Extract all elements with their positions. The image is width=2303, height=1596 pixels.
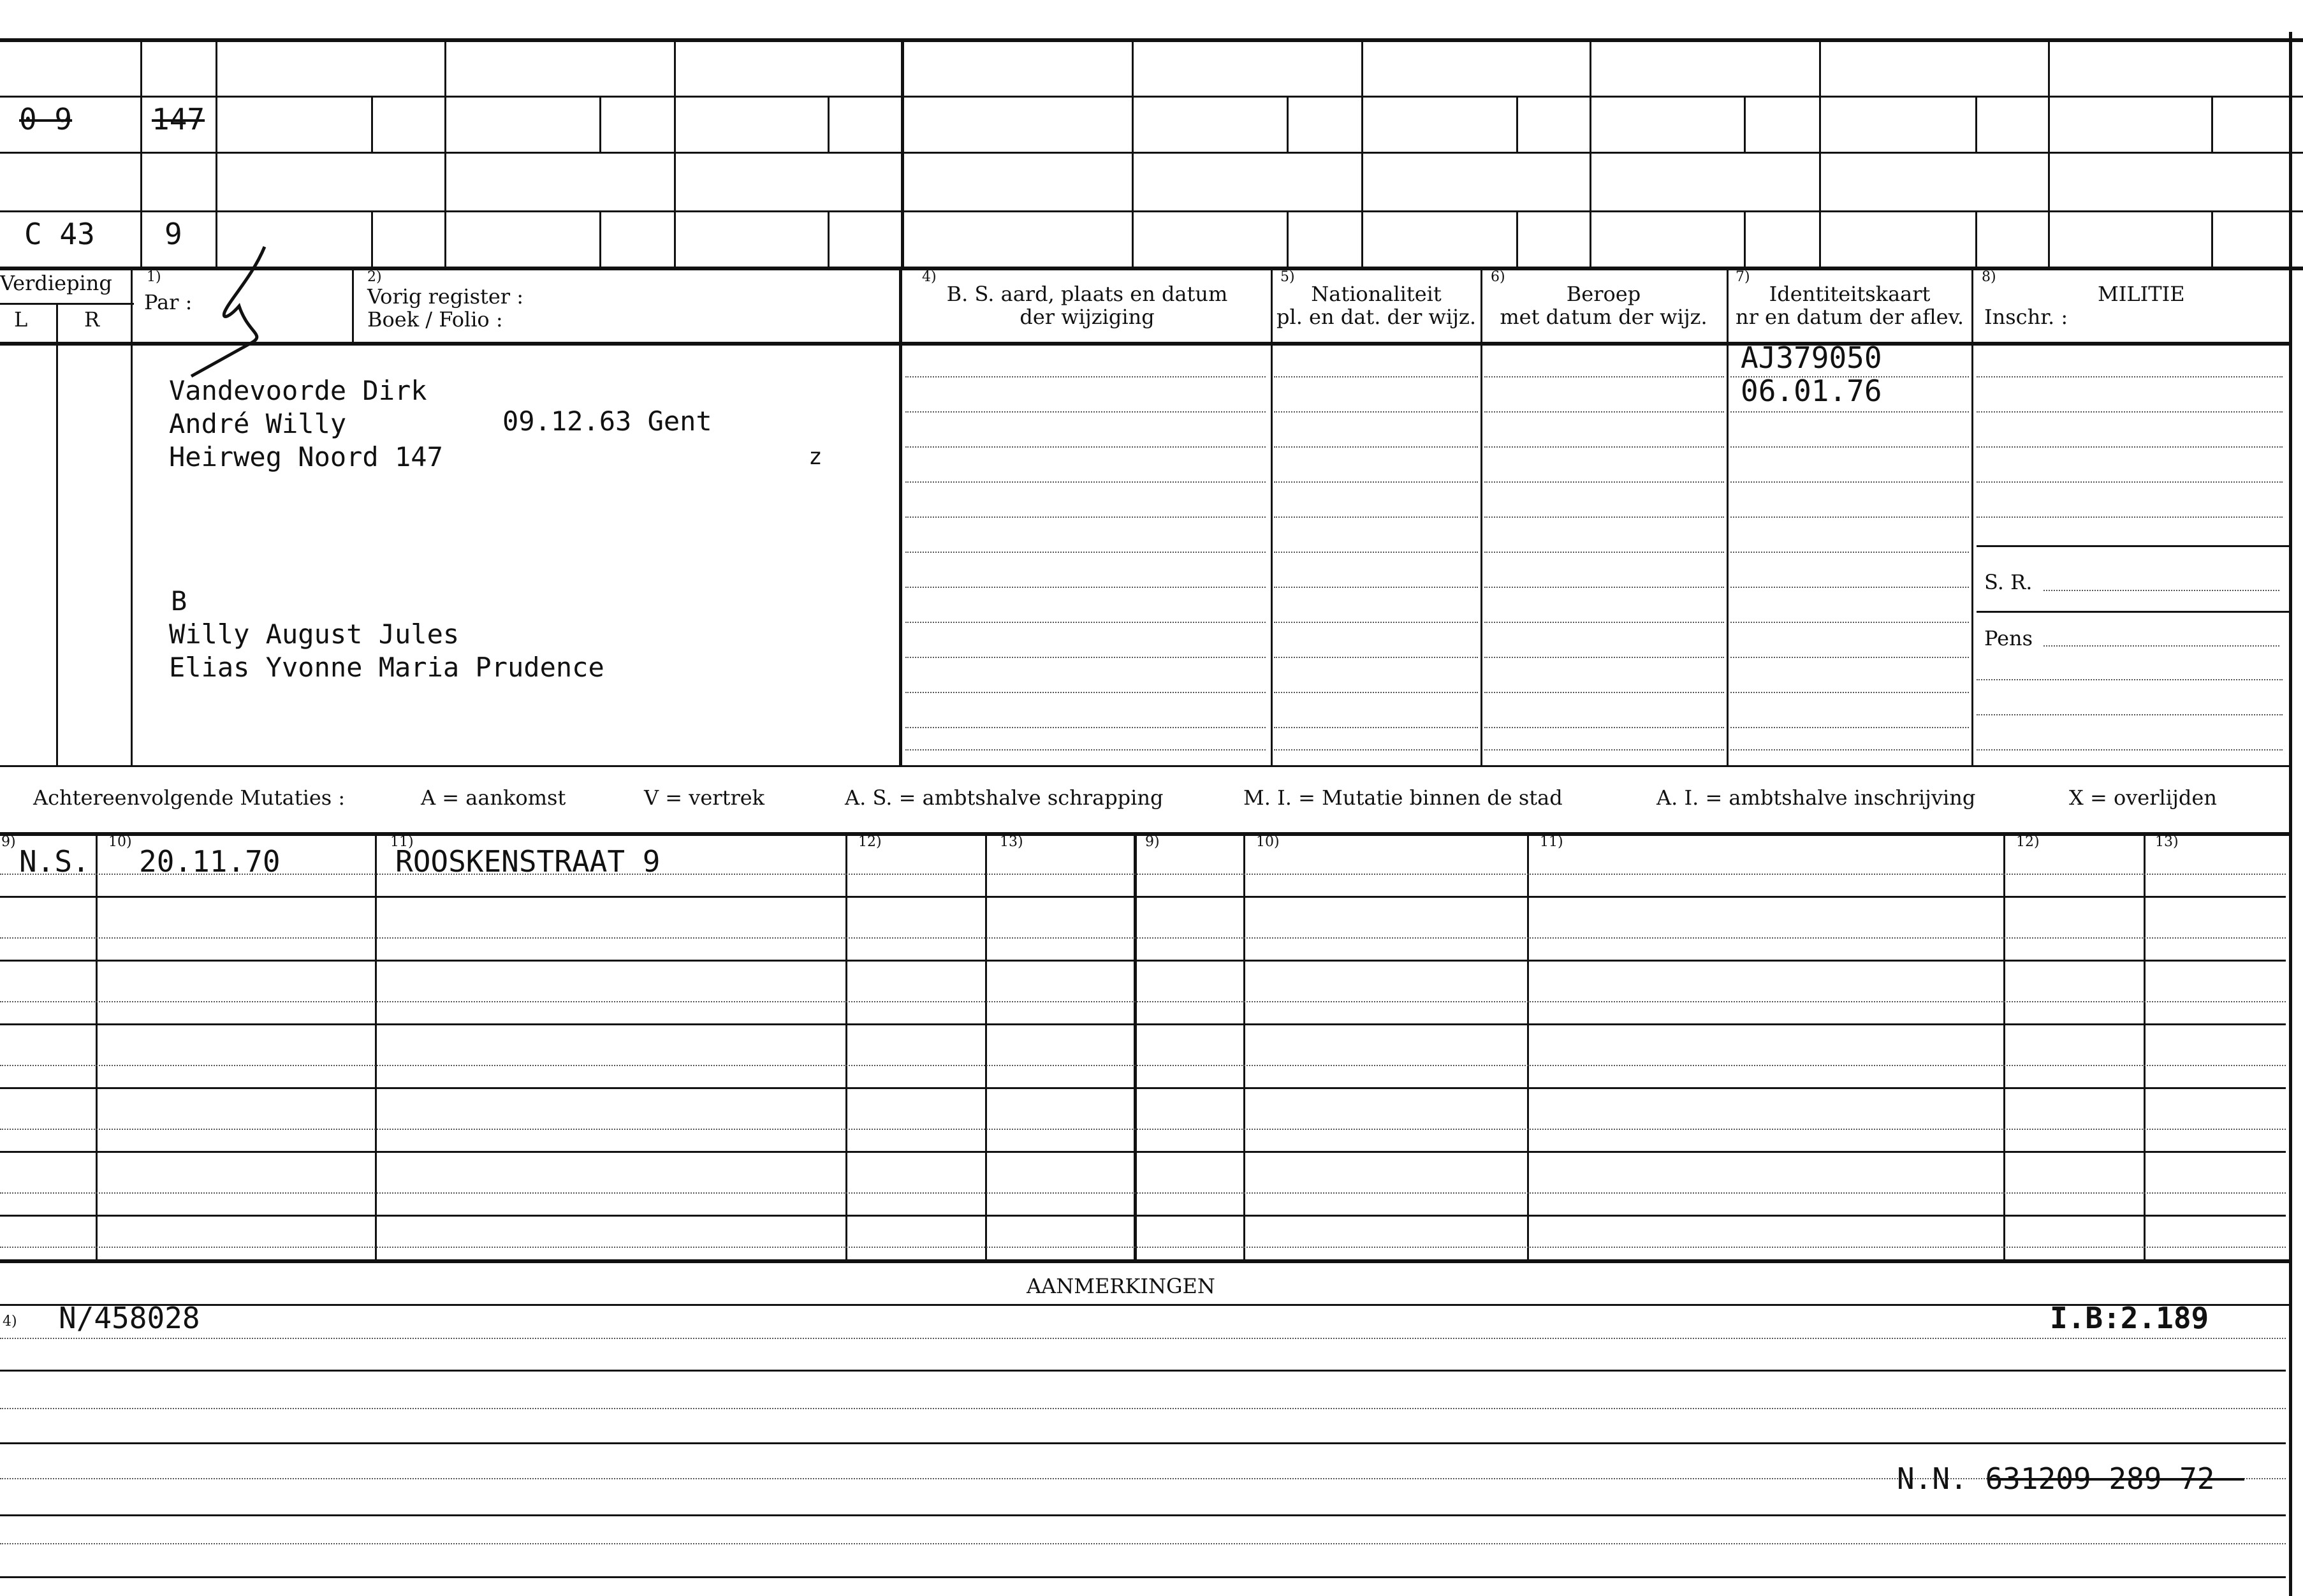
parents-code: B [171, 585, 187, 617]
legend-aankomst: A = aankomst [421, 786, 566, 810]
legend-title: Achtereenvolgende Mutaties : [33, 786, 346, 810]
mutation-col-9-right: 9) [1145, 834, 1160, 850]
top-row3-col1: C 43 [24, 217, 95, 251]
beroep-header-line2: met datum der wijz. [1500, 305, 1707, 329]
person-sex-mark: z [808, 444, 822, 470]
remarks-ib-code: I.B:2.189 [2050, 1301, 2209, 1335]
field-number-1: 1) [147, 269, 161, 285]
mutation-date: 20.11.70 [139, 844, 281, 879]
mutation-col-11-left: 11) [390, 834, 414, 850]
legend-ambtshalve-inschrijving: A. I. = ambtshalve inschrijving [1656, 786, 1976, 810]
person-birth-date-place: 09.12.63 Gent [502, 406, 712, 437]
father-name: Willy August Jules [169, 619, 460, 650]
remarks-title: AANMERKINGEN [1027, 1274, 1215, 1298]
beroep-header-line1: Beroep [1566, 282, 1641, 306]
remarks-reference: N/458028 [59, 1301, 200, 1335]
id-card-number: AJ379050 [1741, 340, 1882, 375]
remarks-field-number-4: 4) [3, 1314, 17, 1329]
field-number-8: 8) [1982, 269, 1996, 285]
mutation-col-11-right: 11) [1540, 834, 1563, 850]
floor-right-label: R [84, 307, 100, 332]
field-number-7: 7) [1736, 269, 1750, 285]
boek-folio-label: Boek / Folio : [367, 307, 503, 332]
sr-label: S. R. [1984, 570, 2033, 594]
field-number-2: 2) [367, 269, 382, 285]
legend-overlijden: X = overlijden [2069, 786, 2217, 810]
nationaliteit-header-line2: pl. en dat. der wijz. [1276, 305, 1476, 329]
mutation-col-10-right: 10) [1256, 834, 1280, 850]
signature-mark [185, 239, 287, 379]
national-number: N.N. 631209 289 72 [1897, 1461, 2215, 1496]
top-row3-col2: 9 [164, 217, 182, 251]
mutation-col-10-left: 10) [108, 834, 132, 850]
mutation-code: N.S. [19, 844, 90, 879]
militie-label: MILITIE [2098, 282, 2185, 306]
bs-header-line2: der wijziging [1020, 305, 1155, 329]
identiteitskaart-header-line2: nr en datum der aflev. [1735, 305, 1964, 329]
mutation-col-12-left: 12) [858, 834, 882, 850]
person-name-line: Vandevoorde Dirk [169, 375, 427, 406]
mother-name: Elias Yvonne Maria Prudence [169, 652, 604, 683]
id-card-date: 06.01.76 [1741, 374, 1882, 408]
mutation-col-13-right: 13) [2155, 834, 2179, 850]
vorig-register-label: Vorig register : [367, 284, 524, 309]
pens-label: Pens [1984, 626, 2033, 650]
nationaliteit-header-line1: Nationaliteit [1311, 282, 1442, 306]
top-row1-col2: 147 [152, 102, 205, 136]
legend-vertrek: V = vertrek [644, 786, 765, 810]
inschr-label: Inschr. : [1984, 305, 2068, 329]
legend-mutatie-binnen-stad: M. I. = Mutatie binnen de stad [1243, 786, 1563, 810]
legend-ambtshalve-schrapping: A. S. = ambtshalve schrapping [845, 786, 1164, 810]
person-address-line: Heirweg Noord 147 [169, 441, 443, 472]
field-number-4: 4) [922, 269, 937, 285]
field-number-5: 5) [1280, 269, 1295, 285]
person-firstnames-line: André Willy [169, 408, 347, 439]
par-label: Par : [144, 290, 193, 314]
mutation-address: ROOSKENSTRAAT 9 [395, 844, 661, 879]
bs-header-line1: B. S. aard, plaats en datum [946, 282, 1228, 306]
verdieping-label: Verdieping [0, 271, 112, 295]
floor-left-label: L [14, 307, 28, 332]
identiteitskaart-header-line1: Identiteitskaart [1769, 282, 1931, 306]
field-number-6: 6) [1491, 269, 1505, 285]
top-row1-col1: 0 9 [19, 102, 73, 136]
mutation-col-12-right: 12) [2016, 834, 2040, 850]
mutation-col-13-left: 13) [1000, 834, 1023, 850]
mutation-col-9-left: 9) [1, 834, 16, 850]
